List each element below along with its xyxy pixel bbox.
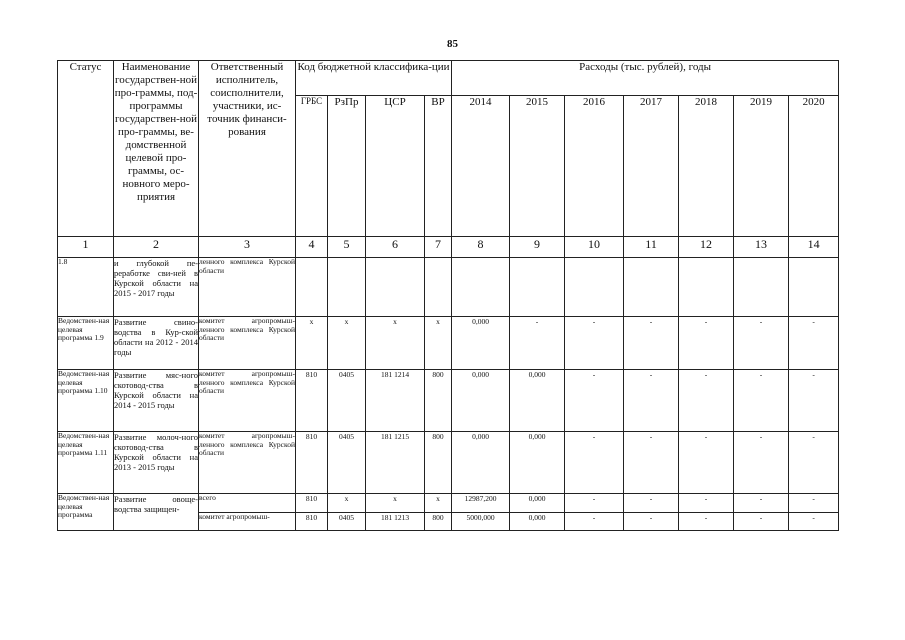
budget-table: [57, 60, 839, 531]
header-year-2018: 2018: [679, 96, 734, 237]
col-number: 9: [510, 237, 565, 258]
cell-rzpr: x: [328, 317, 366, 370]
cell-grbs: 810: [296, 370, 328, 432]
header-status: Статус: [58, 61, 114, 237]
cell-2014: 0,000: [452, 432, 510, 494]
cell-grbs: x: [296, 317, 328, 370]
row-executor: комитет агропромыш-ленного комплекса Курской области: [199, 370, 296, 432]
cell-csr: 181 1213: [366, 513, 425, 531]
row-name: Развитие молоч-ного скотовод-ства в Курской области на 2013 - 2015 годы: [114, 432, 199, 494]
cell-vr: 800: [425, 432, 452, 494]
cell-2018: -: [679, 432, 734, 494]
cell-2014: 12987,200: [452, 494, 510, 513]
cell-2016: [565, 258, 624, 317]
header-vr: ВР: [425, 96, 452, 237]
header-budget-code: Код бюджетной классифика-ции: [296, 61, 452, 96]
cell-rzpr: [328, 258, 366, 317]
cell-csr: [366, 258, 425, 317]
header-year-2017: 2017: [624, 96, 679, 237]
col-number: 3: [199, 237, 296, 258]
cell-2015: 0,000: [510, 432, 565, 494]
cell-vr: 800: [425, 370, 452, 432]
row-status: Ведомствен-ная целевая программа: [58, 494, 114, 531]
cell-2018: [679, 258, 734, 317]
row-executor: комитет агропромыш-ленного комплекса Курской области: [199, 317, 296, 370]
row-name: Развитие овоще-водства защищен-: [114, 494, 199, 531]
cell-2015: 0,000: [510, 513, 565, 531]
cell-2020: [789, 258, 839, 317]
cell-grbs: 810: [296, 494, 328, 513]
cell-2019: -: [734, 370, 789, 432]
col-number: 8: [452, 237, 510, 258]
cell-grbs: 810: [296, 513, 328, 531]
cell-2020: -: [789, 513, 839, 531]
header-name: Наименование государствен-ной про-граммы, под-программы государствен-ной про-граммы, ве-домственной целевой про-граммы, ос-новного меро-приятия: [114, 61, 199, 237]
cell-grbs: [296, 258, 328, 317]
cell-2019: -: [734, 494, 789, 513]
cell-2017: -: [624, 370, 679, 432]
row-executor: всего: [199, 494, 296, 513]
row-status: Ведомствен-ная целевая программа 1.11: [58, 432, 114, 494]
row-name: Развитие свино-водства в Кур-ской области на 2012 - 2014 годы: [114, 317, 199, 370]
col-number: 12: [679, 237, 734, 258]
row-name: Развитие мяс-ного скотовод-ства в Курской области на 2014 - 2015 годы: [114, 370, 199, 432]
cell-2014: 5000,000: [452, 513, 510, 531]
header-expenses: Расходы (тыс. рублей), годы: [452, 61, 839, 96]
col-number: 14: [789, 237, 839, 258]
table-row: [58, 317, 839, 370]
table-row: [58, 370, 839, 432]
header-year-2015: 2015: [510, 96, 565, 237]
cell-csr: x: [366, 494, 425, 513]
table-row: [58, 432, 839, 494]
cell-rzpr: 0405: [328, 513, 366, 531]
cell-csr: 181 1215: [366, 432, 425, 494]
table-row: [58, 258, 839, 317]
header-row-1: [58, 61, 839, 96]
row-status: Ведомствен-ная целевая программа 1.10: [58, 370, 114, 432]
cell-2018: -: [679, 494, 734, 513]
header-year-2019: 2019: [734, 96, 789, 237]
cell-2020: -: [789, 494, 839, 513]
cell-grbs: 810: [296, 432, 328, 494]
cell-2018: -: [679, 370, 734, 432]
col-number: 5: [328, 237, 366, 258]
row-executor: комитет агропромыш-: [199, 513, 296, 531]
col-number: 2: [114, 237, 199, 258]
cell-vr: [425, 258, 452, 317]
col-number: 1: [58, 237, 114, 258]
table-row: [58, 494, 839, 513]
cell-2019: -: [734, 432, 789, 494]
cell-2016: -: [565, 432, 624, 494]
cell-2020: -: [789, 432, 839, 494]
row-status: 1.8: [58, 258, 114, 317]
col-number: 7: [425, 237, 452, 258]
cell-2017: [624, 258, 679, 317]
cell-2017: -: [624, 494, 679, 513]
cell-2020: -: [789, 370, 839, 432]
cell-2017: -: [624, 513, 679, 531]
cell-2016: -: [565, 494, 624, 513]
row-executor: ленного комплекса Курской области: [199, 258, 296, 317]
col-number: 4: [296, 237, 328, 258]
header-grbs: ГРБС: [296, 96, 328, 237]
cell-vr: x: [425, 494, 452, 513]
cell-2015: 0,000: [510, 494, 565, 513]
page-number: 85: [447, 38, 458, 50]
cell-rzpr: x: [328, 494, 366, 513]
cell-2015: [510, 258, 565, 317]
column-number-row: [58, 237, 839, 258]
header-year-2020: 2020: [789, 96, 839, 237]
row-executor: комитет агропромыш-ленного комплекса Курской области: [199, 432, 296, 494]
col-number: 13: [734, 237, 789, 258]
col-number: 11: [624, 237, 679, 258]
cell-2016: -: [565, 513, 624, 531]
col-number: 6: [366, 237, 425, 258]
cell-rzpr: 0405: [328, 370, 366, 432]
cell-vr: x: [425, 317, 452, 370]
header-executor: Ответственный исполнитель, соисполнители, участники, ис-точник финанси-рования: [199, 61, 296, 237]
cell-2014: [452, 258, 510, 317]
cell-2016: -: [565, 317, 624, 370]
cell-2017: -: [624, 317, 679, 370]
cell-2018: -: [679, 317, 734, 370]
cell-2015: 0,000: [510, 370, 565, 432]
cell-2015: -: [510, 317, 565, 370]
cell-csr: 181 1214: [366, 370, 425, 432]
cell-2017: -: [624, 432, 679, 494]
row-status: Ведомствен-ная целевая программа 1.9: [58, 317, 114, 370]
cell-2014: 0,000: [452, 317, 510, 370]
header-csr: ЦСР: [366, 96, 425, 237]
cell-2014: 0,000: [452, 370, 510, 432]
cell-2016: -: [565, 370, 624, 432]
cell-2018: -: [679, 513, 734, 531]
cell-csr: x: [366, 317, 425, 370]
row-name: и глубокой пе-реработке сви-ней в Курской области на 2015 - 2017 годы: [114, 258, 199, 317]
cell-rzpr: 0405: [328, 432, 366, 494]
cell-2019: -: [734, 317, 789, 370]
header-year-2014: 2014: [452, 96, 510, 237]
cell-vr: 800: [425, 513, 452, 531]
col-number: 10: [565, 237, 624, 258]
header-year-2016: 2016: [565, 96, 624, 237]
cell-2020: -: [789, 317, 839, 370]
cell-2019: [734, 258, 789, 317]
header-rzpr: РзПр: [328, 96, 366, 237]
cell-2019: -: [734, 513, 789, 531]
